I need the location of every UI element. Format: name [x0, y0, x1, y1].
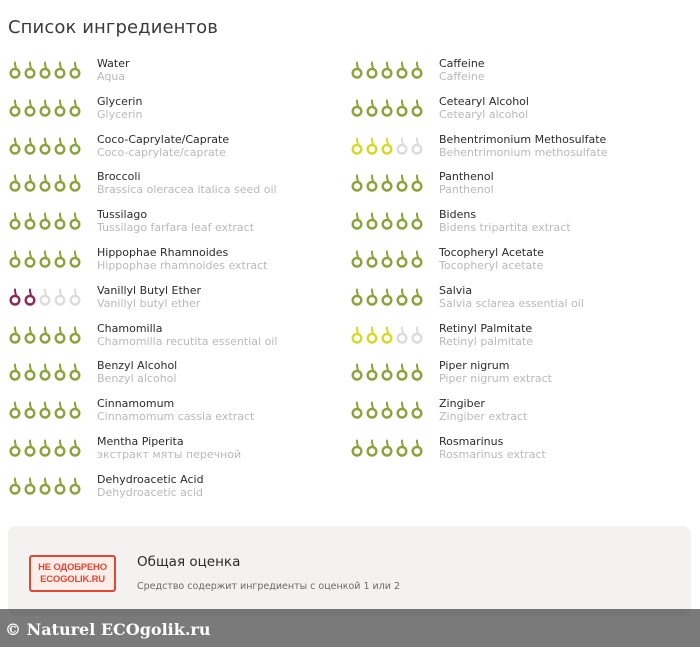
rating-drop-icon: [8, 363, 22, 381]
ingredient-inci: Bidens tripartita extract: [439, 221, 571, 235]
ingredient-inci: Tussilago farfara leaf extract: [97, 221, 255, 235]
ingredient-name[interactable]: Cetearyl Alcohol: [439, 94, 529, 108]
page-title: Список ингредиентов: [8, 17, 218, 38]
rating-drop-icon: [8, 477, 22, 495]
rating-drop-icon: [53, 250, 67, 268]
rating-drop-icon: [38, 99, 52, 117]
ingredient-inci: Tocopheryl acetate: [439, 258, 544, 272]
ingredient-name[interactable]: Behentrimonium Methosulfate: [439, 132, 607, 146]
rating-drop-icon: [395, 401, 409, 419]
rating-drop-icon: [365, 61, 379, 79]
ingredient-text: [439, 95, 529, 121]
rating-drops: [8, 99, 82, 117]
rating-drop-icon: [53, 99, 67, 117]
ingredient-inci: Glycerin: [97, 107, 143, 121]
rating-drop-icon: [350, 137, 364, 155]
rating-drop-icon: [365, 99, 379, 117]
rating-drop-icon: [380, 137, 394, 155]
summary-description: Средство содержит ингредиенты с оценкой 1 или 2: [137, 581, 401, 592]
rating-drop-icon: [38, 212, 52, 230]
rating-drop-icon: [350, 174, 364, 192]
ingredient-item[interactable]: [8, 95, 348, 133]
rating-drop-icon: [410, 326, 424, 344]
ingredient-text: [97, 170, 277, 196]
rating-drop-icon: [38, 61, 52, 79]
rating-drop-icon: [8, 401, 22, 419]
ingredient-name[interactable]: Benzyl Alcohol: [97, 359, 178, 373]
rating-drops: [350, 250, 424, 268]
rating-drop-icon: [365, 363, 379, 381]
ingredient-inci: Hippophae rhamnoides extract: [97, 258, 268, 272]
rating-drop-icon: [8, 137, 22, 155]
rating-drop-icon: [23, 288, 37, 306]
rating-drops: [350, 401, 424, 419]
rating-drop-icon: [350, 212, 364, 230]
ingredient-item[interactable]: [8, 322, 348, 360]
rating-drop-icon: [365, 439, 379, 457]
ingredient-item[interactable]: [8, 246, 348, 284]
rating-drop-icon: [410, 401, 424, 419]
rating-drop-icon: [23, 137, 37, 155]
rating-drop-icon: [53, 137, 67, 155]
rating-drop-icon: [350, 363, 364, 381]
rating-drop-icon: [350, 250, 364, 268]
rating-drops: [350, 212, 424, 230]
ingredient-text: [97, 133, 229, 159]
rating-drop-icon: [8, 250, 22, 268]
rating-drop-icon: [53, 61, 67, 79]
ingredient-name[interactable]: Caffeine: [439, 57, 485, 70]
rating-drop-icon: [23, 439, 37, 457]
rating-drop-icon: [53, 212, 67, 230]
rating-drop-icon: [68, 174, 82, 192]
rating-drop-icon: [23, 477, 37, 495]
rating-drop-icon: [350, 61, 364, 79]
rating-drop-icon: [23, 363, 37, 381]
ingredient-inci: Benzyl alcohol: [97, 372, 177, 386]
ingredient-inci: Panthenol: [439, 183, 494, 197]
rating-drop-icon: [68, 477, 82, 495]
ingredient-text: [439, 435, 546, 461]
rating-drop-icon: [395, 61, 409, 79]
rating-drop-icon: [395, 212, 409, 230]
rating-drop-icon: [380, 439, 394, 457]
rating-drop-icon: [350, 99, 364, 117]
rating-drop-icon: [410, 250, 424, 268]
ingredient-text: [439, 246, 544, 272]
rating-drop-icon: [410, 363, 424, 381]
rating-drop-icon: [38, 174, 52, 192]
ingredient-item[interactable]: [8, 397, 348, 435]
rating-drop-icon: [410, 137, 424, 155]
rating-drops: [8, 439, 82, 457]
ingredient-item[interactable]: [350, 435, 690, 473]
rating-drop-icon: [53, 174, 67, 192]
rating-drops: [8, 401, 82, 419]
ingredient-text: [439, 359, 552, 385]
ingredient-inci: Rosmarinus extract: [439, 447, 546, 461]
rating-drop-icon: [380, 288, 394, 306]
stamp-line-2: ECOGOLIK.RU: [40, 573, 105, 585]
ingredient-name[interactable]: Chamomilla: [97, 321, 163, 335]
rating-drop-icon: [68, 137, 82, 155]
rating-drop-icon: [38, 137, 52, 155]
rating-drop-icon: [410, 212, 424, 230]
rating-drop-icon: [395, 250, 409, 268]
rating-drop-icon: [38, 401, 52, 419]
ingredient-inci: Coco-caprylate/caprate: [97, 145, 226, 159]
ingredient-item[interactable]: [8, 473, 348, 511]
ingredient-item[interactable]: [350, 133, 690, 171]
ingredient-inci: Chamomilla recutita essential oil: [97, 334, 278, 348]
ingredient-name[interactable]: Tussilago: [97, 208, 148, 222]
rating-drop-icon: [53, 477, 67, 495]
rating-drops: [8, 212, 82, 230]
ingredient-item[interactable]: [8, 133, 348, 171]
ingredient-text: [97, 284, 201, 310]
rating-drop-icon: [23, 212, 37, 230]
rating-drop-icon: [53, 288, 67, 306]
rating-drop-icon: [68, 326, 82, 344]
rating-drop-icon: [410, 61, 424, 79]
rating-drops: [350, 363, 424, 381]
rating-drop-icon: [68, 288, 82, 306]
ingredient-name[interactable]: Panthenol: [439, 170, 494, 184]
ingredient-text: [97, 473, 204, 499]
ingredient-item[interactable]: [8, 208, 348, 246]
ingredient-item[interactable]: [8, 435, 348, 473]
rating-drop-icon: [8, 99, 22, 117]
rating-drop-icon: [410, 439, 424, 457]
ingredient-text: [97, 435, 241, 461]
ingredient-item[interactable]: [350, 208, 690, 246]
rating-drops: [8, 288, 82, 306]
ingredient-item[interactable]: [350, 322, 690, 360]
rating-drop-icon: [365, 288, 379, 306]
rating-drop-icon: [395, 439, 409, 457]
ingredient-inci: Cinnamomum cassia extract: [97, 410, 255, 424]
rating-drop-icon: [410, 174, 424, 192]
rating-drop-icon: [38, 439, 52, 457]
rating-drop-icon: [8, 212, 22, 230]
ingredient-inci: Piper nigrum extract: [439, 372, 552, 386]
ingredient-text: [97, 322, 277, 348]
summary-title: Общая оценка: [137, 554, 241, 570]
rating-drop-icon: [350, 439, 364, 457]
ingredient-text: [439, 170, 494, 196]
ingredient-text: [97, 397, 254, 423]
rating-drop-icon: [380, 401, 394, 419]
rating-drop-icon: [53, 401, 67, 419]
rating-drops: [8, 137, 82, 155]
ingredient-name[interactable]: Zingiber: [439, 397, 485, 411]
stamp-line-1: НЕ ОДОБРЕНО: [38, 561, 107, 573]
rating-drop-icon: [68, 61, 82, 79]
ingredient-item[interactable]: [8, 359, 348, 397]
ingredient-name[interactable]: Retinyl Palmitate: [439, 321, 533, 335]
rating-drop-icon: [395, 326, 409, 344]
rating-drop-icon: [380, 174, 394, 192]
rating-drop-icon: [68, 439, 82, 457]
rating-drop-icon: [8, 61, 22, 79]
ingredient-list-left: [8, 57, 348, 511]
ingredient-inci: Caffeine: [439, 70, 485, 83]
ingredient-list-right: [350, 57, 690, 473]
ingredient-name[interactable]: Cinnamomum: [97, 397, 175, 411]
ingredient-item[interactable]: [350, 359, 690, 397]
ingredient-item[interactable]: [350, 397, 690, 435]
ingredient-name[interactable]: Rosmarinus: [439, 434, 504, 448]
rating-drop-icon: [395, 174, 409, 192]
rating-drop-icon: [38, 326, 52, 344]
ingredient-text: [439, 133, 608, 159]
ingredient-text: [97, 208, 254, 234]
rating-drop-icon: [365, 137, 379, 155]
ingredient-text: [439, 208, 571, 234]
ingredient-inci: Dehydroacetic acid: [97, 485, 204, 499]
ingredient-text: [439, 322, 533, 348]
rating-drops: [8, 477, 82, 495]
rating-drops: [8, 250, 82, 268]
ingredient-name[interactable]: Tocopheryl Acetate: [439, 245, 544, 259]
rating-drop-icon: [23, 401, 37, 419]
rating-drop-icon: [8, 288, 22, 306]
rating-drop-icon: [395, 288, 409, 306]
ingredient-text: [439, 284, 584, 310]
ingredient-text: [439, 397, 527, 423]
ingredient-item[interactable]: [350, 284, 690, 322]
rating-drops: [350, 99, 424, 117]
rating-drops: [350, 61, 424, 79]
rating-drop-icon: [365, 212, 379, 230]
rating-drop-icon: [38, 363, 52, 381]
rating-drop-icon: [38, 288, 52, 306]
rating-drops: [350, 288, 424, 306]
rating-drop-icon: [395, 137, 409, 155]
ingredient-text: [439, 57, 485, 83]
watermark-text: © Naturel ECOgolik.ru: [5, 620, 211, 639]
rating-drop-icon: [8, 439, 22, 457]
rating-drop-icon: [53, 326, 67, 344]
not-approved-stamp: [29, 555, 116, 592]
rating-drop-icon: [410, 288, 424, 306]
ingredient-name[interactable]: Piper nigrum: [439, 359, 510, 373]
rating-drop-icon: [23, 326, 37, 344]
rating-drop-icon: [53, 363, 67, 381]
rating-drops: [350, 174, 424, 192]
rating-drop-icon: [68, 212, 82, 230]
rating-drop-icon: [395, 99, 409, 117]
ingredient-name[interactable]: Salvia: [439, 283, 473, 297]
rating-drops: [350, 439, 424, 457]
rating-drop-icon: [395, 363, 409, 381]
rating-drop-icon: [38, 250, 52, 268]
rating-drop-icon: [8, 326, 22, 344]
ingredient-inci: Salvia sclarea essential oil: [439, 296, 584, 310]
ingredient-inci: Retinyl palmitate: [439, 334, 534, 348]
ingredient-item[interactable]: [350, 95, 690, 133]
ingredient-inci: экстракт мяты перечной: [97, 447, 242, 461]
ingredient-text: [97, 359, 177, 385]
ingredient-item[interactable]: [350, 170, 690, 208]
rating-drop-icon: [350, 288, 364, 306]
rating-drop-icon: [380, 250, 394, 268]
rating-drops: [350, 326, 424, 344]
rating-drops: [8, 61, 82, 79]
rating-drops: [8, 363, 82, 381]
rating-drop-icon: [23, 99, 37, 117]
ingredient-name[interactable]: Dehydroacetic Acid: [97, 472, 204, 486]
rating-drop-icon: [23, 174, 37, 192]
rating-drop-icon: [8, 174, 22, 192]
rating-drop-icon: [68, 250, 82, 268]
ingredient-text: [97, 57, 130, 83]
ingredient-name[interactable]: Hippophae Rhamnoides: [97, 245, 229, 259]
ingredient-inci: Cetearyl alcohol: [439, 107, 529, 121]
ingredient-item[interactable]: [350, 246, 690, 284]
ingredient-inci: Zingiber extract: [439, 410, 528, 424]
rating-drops: [8, 174, 82, 192]
rating-drop-icon: [380, 99, 394, 117]
ingredient-item[interactable]: [8, 170, 348, 208]
rating-drop-icon: [23, 61, 37, 79]
rating-drop-icon: [380, 326, 394, 344]
rating-drop-icon: [410, 99, 424, 117]
rating-drop-icon: [365, 401, 379, 419]
ingredient-name[interactable]: Coco-Caprylate/Caprate: [97, 132, 230, 146]
ingredient-name[interactable]: Broccoli: [97, 170, 141, 184]
ingredient-text: [97, 246, 268, 272]
ingredient-name[interactable]: Glycerin: [97, 94, 143, 108]
ingredient-name[interactable]: Mentha Piperita: [97, 434, 184, 448]
rating-drop-icon: [380, 61, 394, 79]
rating-drop-icon: [38, 477, 52, 495]
ingredient-inci: Vanillyl butyl ether: [97, 296, 201, 310]
ingredient-item[interactable]: [350, 57, 690, 95]
ingredient-name[interactable]: Water: [97, 57, 130, 70]
rating-drop-icon: [68, 363, 82, 381]
rating-drop-icon: [350, 326, 364, 344]
ingredient-name[interactable]: Vanillyl Butyl Ether: [97, 283, 202, 297]
ingredient-item[interactable]: [8, 57, 348, 95]
rating-drop-icon: [380, 212, 394, 230]
rating-drop-icon: [350, 401, 364, 419]
rating-drop-icon: [53, 439, 67, 457]
rating-drops: [8, 326, 82, 344]
rating-drop-icon: [380, 363, 394, 381]
rating-drop-icon: [365, 326, 379, 344]
ingredient-inci: Brassica oleracea italica seed oil: [97, 183, 277, 197]
rating-drop-icon: [365, 174, 379, 192]
overall-rating-panel: [8, 526, 691, 616]
rating-drops: [350, 137, 424, 155]
ingredient-item[interactable]: [8, 284, 348, 322]
rating-drop-icon: [68, 401, 82, 419]
rating-drop-icon: [23, 250, 37, 268]
ingredient-text: [97, 95, 142, 121]
ingredient-name[interactable]: Bidens: [439, 208, 477, 222]
ingredient-inci: Behentrimonium methosulfate: [439, 145, 608, 159]
rating-drop-icon: [68, 99, 82, 117]
ingredient-inci: Aqua: [97, 70, 126, 83]
rating-drop-icon: [365, 250, 379, 268]
